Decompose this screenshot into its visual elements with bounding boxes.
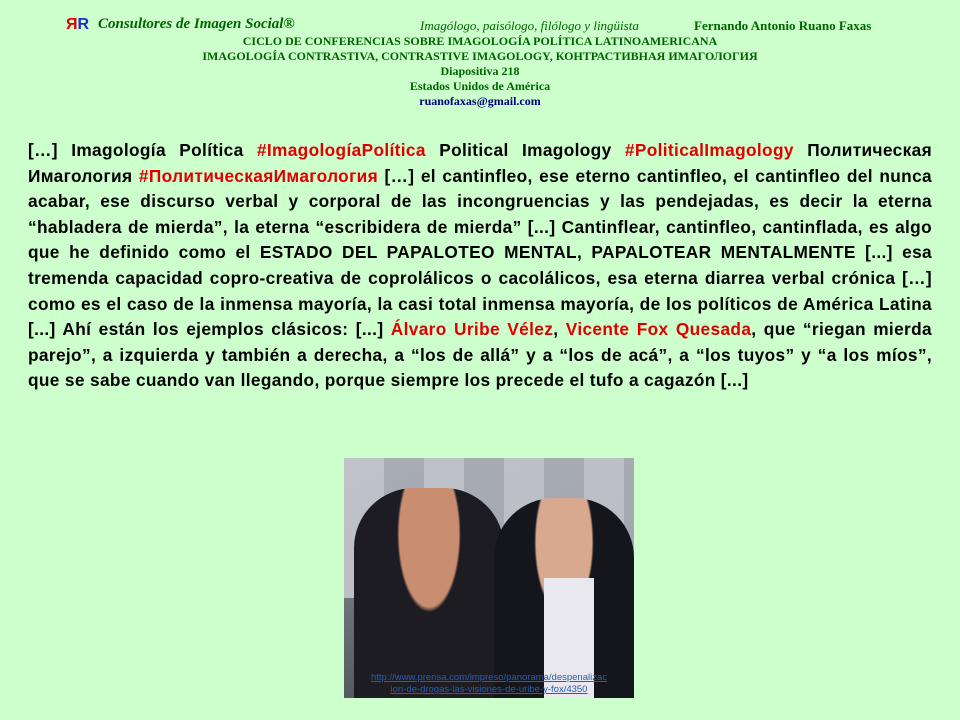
text-segment: , que “riegan mierda parejo”, a izquierda y también a derecha, a “los de allá” y a “los de acá”, a “los tuyos” y “a los míos”, que se sabe cuando van llegando, porque siempre los precede el tufo a cagazón [...]: [28, 319, 932, 391]
brand-logo: ЯR: [66, 16, 90, 33]
hashtag: #PoliticalImagology: [624, 140, 794, 160]
author-email[interactable]: ruanofaxas@gmail.com: [419, 94, 541, 108]
text-segment: […] Imagología Política: [28, 140, 257, 160]
main-paragraph: [28, 138, 932, 394]
brand-name: Consultores de Imagen Social®: [98, 16, 295, 32]
text-segment: Political Imagology: [425, 140, 625, 160]
author-role: Imagólogo, paisólogo, filólogo y lingüista: [420, 18, 639, 33]
text-segment: […] el cantinfleo, ese eterno cantinfleo, el cantinfleo del nunca acabar, ese discurso verbal y corporal de las incongruencias y las pendejadas, es decir la eterna “habladera de mierda”, la eterna “escribidera de mierda” [...] Cantinflear, cantinfleo, cantinflada, es algo que he definido como el ESTADO DEL PAPALOTEO MENTAL, PAPALOTEAR MENTALMENTE [...] esa tremenda capacidad copro-creativa de coprolálicos o cacolálicos, esa eterna diarrea verbal crónica […] como es el caso de la inmensa mayoría, la casi total inmensa mayoría, de los políticos de América Latina [...] Ahí están los ejemplos clásicos: [...]: [28, 165, 932, 340]
politician-name: Vicente Fox Quesada: [565, 319, 752, 340]
author-name: Fernando Antonio Ruano Faxas: [694, 18, 872, 33]
country-label: Estados Unidos de América: [409, 79, 551, 93]
source-link-line[interactable]: ion-de-drogas-las-visiones-de-uribe-y-fox/4350: [390, 684, 588, 695]
text-segment: Политическая Имагология: [28, 140, 933, 186]
politicians-photo: [344, 458, 634, 698]
source-link-line[interactable]: http://www.prensa.com/impreso/panorama/despenalizac: [370, 672, 608, 683]
politician-name: Álvaro Uribe Vélez: [390, 319, 554, 340]
text-segment: ,: [553, 319, 566, 340]
slide-header: [0, 14, 960, 109]
conference-subtitle: IMAGOLOGÍA CONTRASTIVA, CONTRASTIVE IMAGOLOGY, КОНТРАСТИВНАЯ ИМАГОЛОГИЯ: [202, 49, 758, 63]
hashtag: #ПолитическаяИмагология: [138, 165, 379, 186]
slide-number: Diapositiva 218: [440, 64, 520, 78]
hashtag: #ImagologíaPolítica: [256, 140, 426, 160]
photo-person-left: [354, 488, 504, 698]
conference-title: CICLO DE CONFERENCIAS SOBRE IMAGOLOGÍA POLÍTICA LATINOAMERICANA: [242, 34, 718, 48]
header-top-row: [0, 14, 960, 34]
source-link[interactable]: [344, 672, 634, 696]
